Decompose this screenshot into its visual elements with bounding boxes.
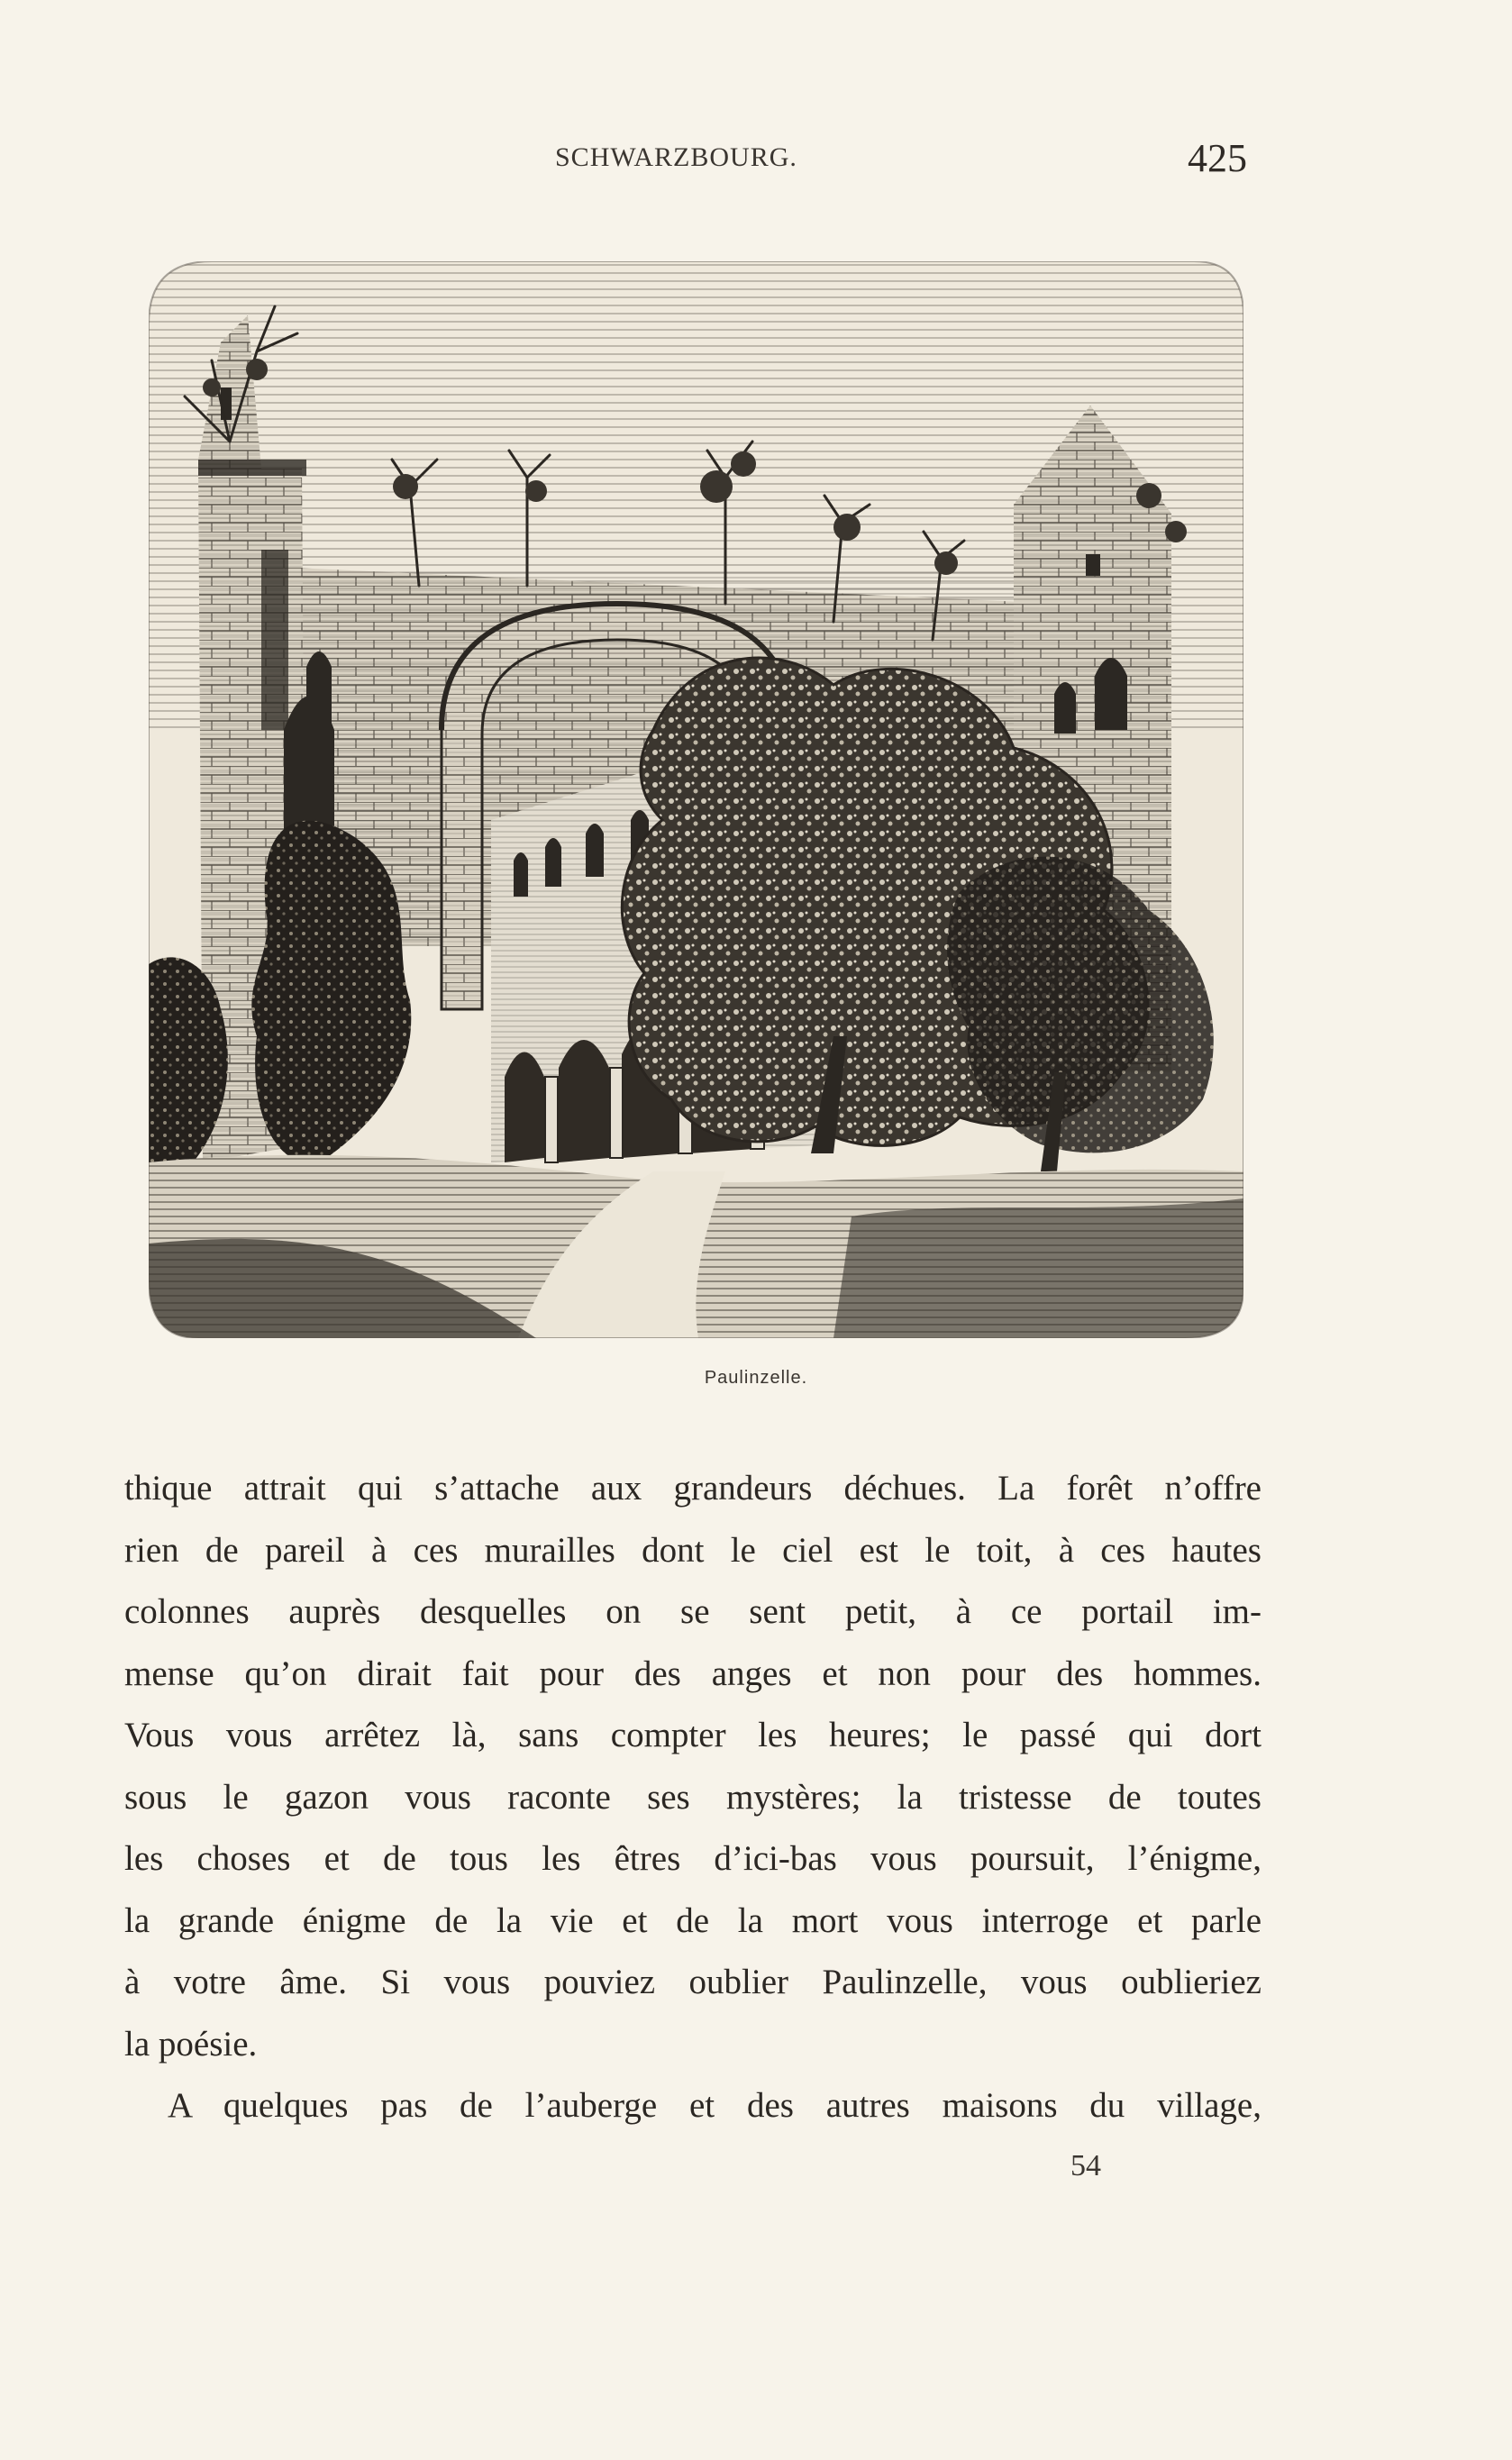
text-line: colonnes auprès desquelles on se sent petit, à ce portail im- [124,1592,1262,1631]
body-paragraphs [124,1458,1262,2137]
text-line: sous le gazon vous raconte ses mystères; la tristesse de toutes [124,1777,1262,1817]
text-line: A quelques pas de l’auberge et des autres maisons du village, [168,2086,1262,2125]
text-line: la poésie. [124,2024,258,2064]
text-line: à votre âme. Si vous pouviez oublier Paulinzelle, vous oublieriez [124,1963,1262,2001]
text-line: mense qu’on dirait fait pour des anges et non pour des hommes. [124,1654,1262,1693]
engraving-illustration [149,261,1243,1338]
text-line: thique attrait qui s’attache aux grandeurs déchues. La forêt n’offre [124,1469,1262,1508]
page-number: 425 [1188,136,1247,180]
signature-mark: 54 [1070,2149,1101,2182]
text-line: les choses et de tous les êtres d’ici-bas vous poursuit, l’énigme, [124,1839,1262,1878]
illustration-caption: Paulinzelle. [704,1368,808,1388]
text-line: la grande énigme de la vie et de la mort vous interroge et parle [124,1900,1262,1940]
text-line: rien de pareil à ces murailles dont le ciel est le toit, à ces hautes [124,1530,1262,1570]
text-line: Vous vous arrêtez là, sans compter les heures; le passé qui dort [124,1716,1262,1754]
running-title: SCHWARZBOURG. [555,142,797,172]
